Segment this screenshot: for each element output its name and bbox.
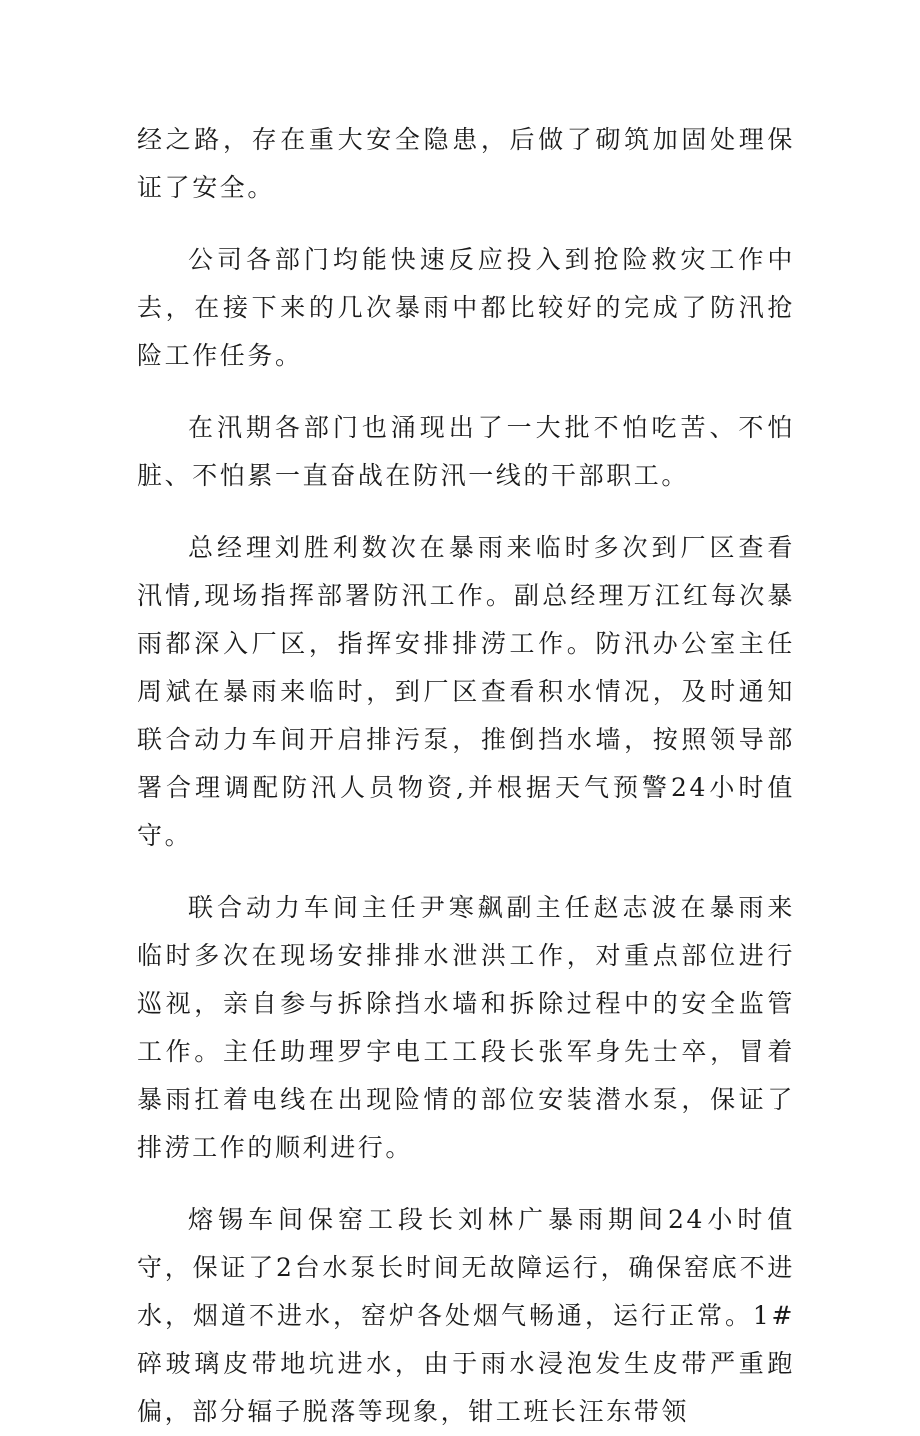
paragraph-4: 总经理刘胜利数次在暴雨来临时多次到厂区查看汛情,现场指挥部署防汛工作。副总经理万江红每次暴雨都深入厂区，指挥安排排涝工作。防汛办公室主任周斌在暴雨来临时，到厂区查看积水情况，及时通知联合动力车间开启排污泵，推倒挡水墙，按照领导部署合理调配防汛人员物资,并根据天气预警24小时值守。 xyxy=(137,533,795,850)
paragraph-6: 熔锡车间保窑工段长刘林广暴雨期间24小时值守，保证了2台水泵长时间无故障运行，确保窑底不进水，烟道不进水，窑炉各处烟气畅通，运行正常。1#碎玻璃皮带地坑进水，由于雨水浸泡发生皮带严重跑偏，部分辐子脱落等现象，钳工班长汪东带领 xyxy=(137,1205,795,1426)
paragraph-5: 联合动力车间主任尹寒飙副主任赵志波在暴雨来临时多次在现场安排排水泄洪工作，对重点部位进行巡视，亲自参与拆除挡水墙和拆除过程中的安全监管工作。主任助理罗宇电工工段长张军身先士卒，冒着暴雨扛着电线在出现险情的部位安装潜水泵，保证了排涝工作的顺利进行。 xyxy=(137,893,795,1162)
paragraph-1: 经之路，存在重大安全隐患，后做了砌筑加固处理保证了安全。 xyxy=(137,125,795,202)
paragraph-2: 公司各部门均能快速反应投入到抢险救灾工作中去，在接下来的几次暴雨中都比较好的完成了防汛抢险工作任务。 xyxy=(137,245,795,370)
paragraph-3: 在汛期各部门也涌现出了一大批不怕吃苦、不怕脏、不怕累一直奋战在防汛一线的干部职工。 xyxy=(137,413,795,490)
